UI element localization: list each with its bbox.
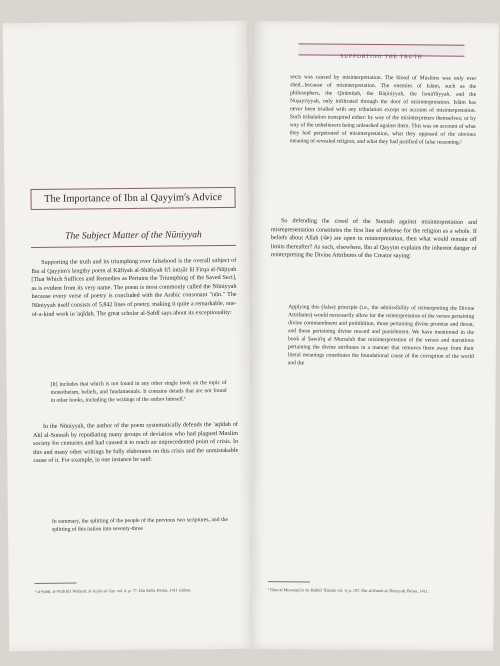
- footnote-divider: [268, 581, 310, 582]
- running-head: SUPPORTING THE TRUTH: [298, 43, 464, 56]
- right-page: [249, 21, 498, 651]
- block-quote: Applying this (false) principle (i.e., the admissibility of reinterpreting the Divine Attributes) would necessarily allow for the reinterpretation of the verses pertaining divine commandment and prohibition, those pertaining divine promise and threat, and those pertaining divine reward and punishment. We have mentioned in the book al Ṣawā'iq al Mursalah that misinterpretation of the verses and narrations pertaining the divine attributes in a manner that removes them away from their literal meanings constitutes the foundational cause of the corruption of the world and the: [287, 304, 475, 367]
- footnote-divider: [35, 583, 77, 584]
- section-divider: [31, 245, 236, 248]
- left-page: [3, 21, 254, 652]
- block-quote: In summary, the splitting of the people of the previous two scriptures, and the splitting of this nation into seventy-three: [51, 516, 228, 533]
- body-paragraph: Supporting the truth and its triumphing over falsehood is the overall subject of Ibn al Qayyim's lengthy poem al Kāfiyah al-Shāfiyah fi'l intiṣār lil Firqa al-Nājiyah [That Which Suffices and Remedies as Pertains the Triumphing of the Saved Sect], as is evident from its very name. The poem is most commonly called the Nūniyyah because every verse of poetry is concluded with the Arabic consonant "nūn." The Nūniyyah itself consists of 5,842 lines of poetry, making it quite a remarkable, one-of-a-kind work in 'aqīdah. The great scholar al-Ṣafdī says about its exceptionality:: [31, 257, 237, 318]
- body-paragraph: In the Nūniyyah, the author of the poem systematically defends the 'aqīdah of Ahl al-Sunnah by repudiating many groups of deviation who had plagued Muslim society for centuries and had caused it to reach an unprecedented point of crisis. In this and many other writings he fully elaborates on this crisis and the unmistakable cause of it. For example, in one instance he said:: [33, 421, 239, 465]
- block-quote: sects was caused by misinterpretation. The blood of Muslims was only ever shed...because of misinterpretation. The enemies of Islām, such as the philosophers, the Qirāmiṭah, the Bāṭiniyyah, the Ismā'īliyyah, and the Nuṣayriyyah, only infiltrated through the door of misinterpretation. Islām has never been trialled with any tribulation except on account of misinterpretation. Such tribulation transpired either: by way of the misinterpreters themselves; or by way of the unbelievers being unleashed against them. This was on account of what they had perpetrated of misinterpretation, what they opposed of the obvious meaning of revealed religion, and what they had justified of false reasoning.²: [289, 74, 477, 146]
- chapter-title: The Importance of Ibn al Qayyim's Advice: [44, 192, 223, 205]
- section-title: The Subject Matter of the Nūniyyah: [65, 229, 202, 242]
- footnote: ¹ al-Ṣafdī, al-Wāfī bi'l Wafayāt; al-A'yān al-'Aṣr. vol. 4, p. 77, Dār Ṣādir, Beirut, 1411 edition.: [34, 587, 192, 594]
- chapter-title-box: [30, 187, 235, 210]
- block-quote: [It] includes that which is not found in any other single book on the topic of monotheism, beliefs, and fundamentals. It contains details that are not found in other books, including the writings of the author himself.¹: [50, 379, 227, 404]
- body-paragraph: So defending the creed of the Sunnah against misinterpretation and misrepresentation constitutes the first line of defense for the religion as a whole. If beliefs about Allah (ﷻ) are open to reinterpretation, then what would remain off limits thereafter? As such, elsewhere, Ibn al Qayyim explains the inherent danger of reinterpreting the Divine Attributes of the Creator saying:: [270, 218, 478, 260]
- footnote: ² I'lām al Muwaqqi'īn 'an Rabbil 'Ālamīn vol. 4, p. 197, Dār al-Kutub al-'Ilmiyyah, Beirut, 1411.: [267, 587, 429, 594]
